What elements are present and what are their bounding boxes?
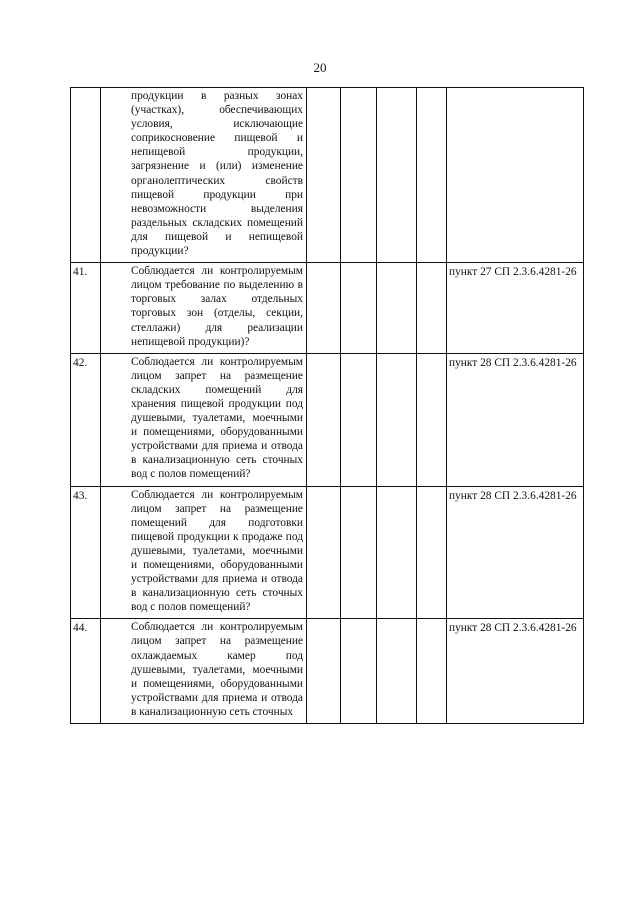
answer-note-cell — [417, 88, 447, 263]
answer-na-cell — [377, 619, 417, 724]
answer-no-cell — [341, 353, 377, 486]
answer-yes-cell — [307, 263, 341, 354]
answer-no-cell — [341, 88, 377, 263]
answer-note-cell — [417, 353, 447, 486]
requirement-text: Соблюдается ли контролируемым лицом запрет на размещение охлаждаемых камер под душевыми, туалетами, моечными и помещениями, оборудованными устройствами для приема и отвода в канализационную сеть сточных — [101, 619, 307, 724]
answer-note-cell — [417, 486, 447, 619]
answer-na-cell — [377, 88, 417, 263]
page-number: 20 — [313, 60, 327, 75]
answer-na-cell — [377, 263, 417, 354]
row-number: 41. — [71, 263, 101, 354]
row-number: 42. — [71, 353, 101, 486]
row-number — [71, 88, 101, 263]
answer-no-cell — [341, 263, 377, 354]
checklist-table — [70, 87, 584, 724]
answer-note-cell — [417, 619, 447, 724]
legal-reference: пункт 28 СП 2.3.6.4281-26 — [447, 353, 584, 486]
answer-na-cell — [377, 486, 417, 619]
answer-yes-cell — [307, 88, 341, 263]
row-number: 44. — [71, 619, 101, 724]
requirement-text: Соблюдается ли контролируемым лицом запрет на размещение складских помещений для хранения пищевой продукции под душевыми, туалетами, моечными и помещениями, оборудованными устройствами для приема и отвода в канализационную сеть сточных вод с полов помещений? — [101, 353, 307, 486]
requirement-text: Соблюдается ли контролируемым лицом запрет на размещение помещений для подготовки пищевой продукции к продаже под душевыми, туалетами, моечными и помещениями, оборудованными устройствами для приема и отвода в канализационную сеть сточных вод с полов помещений? — [101, 486, 307, 619]
answer-note-cell — [417, 263, 447, 354]
table-row — [71, 263, 584, 354]
requirement-text: Соблюдается ли контролируемым лицом требование по выделению в торговых залах отдельных торговых зон (отделы, секции, стеллажи) для реализации непищевой продукции)? — [101, 263, 307, 354]
answer-no-cell — [341, 619, 377, 724]
legal-reference: пункт 28 СП 2.3.6.4281-26 — [447, 486, 584, 619]
answer-na-cell — [377, 353, 417, 486]
legal-reference: пункт 28 СП 2.3.6.4281-26 — [447, 619, 584, 724]
table-row — [71, 619, 584, 724]
answer-yes-cell — [307, 619, 341, 724]
table-row — [71, 353, 584, 486]
table-row — [71, 486, 584, 619]
legal-reference: пункт 27 СП 2.3.6.4281-26 — [447, 263, 584, 354]
answer-yes-cell — [307, 486, 341, 619]
requirement-text: продукции в разных зонах (участках), обеспечивающих условия, исключающие соприкосновение пищевой и непищевой продукции, загрязнение и (или) изменение органолептических свойств пищевой продукции при невозможности выделения раздельных складских помещений для пищевой и непищевой продукции? — [101, 88, 307, 263]
answer-no-cell — [341, 486, 377, 619]
row-number: 43. — [71, 486, 101, 619]
table-row — [71, 88, 584, 263]
legal-reference — [447, 88, 584, 263]
answer-yes-cell — [307, 353, 341, 486]
